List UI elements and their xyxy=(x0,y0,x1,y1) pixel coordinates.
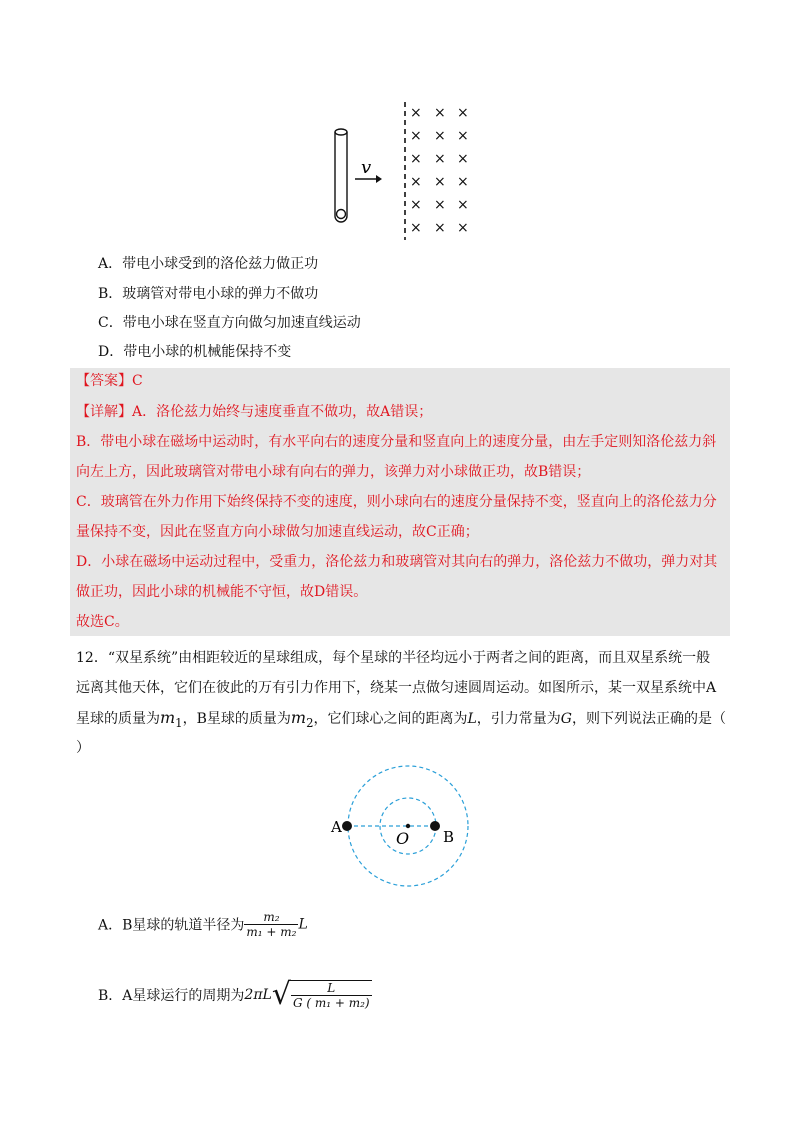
field-cross: × xyxy=(410,151,422,167)
label-a: A xyxy=(331,818,342,836)
detail-line-d1: D．小球在磁场中运动过程中，受重力，洛伦兹力和玻璃管对其向右的弹力，洛伦兹力不做功，弹力对其 xyxy=(76,554,718,570)
glass-tube xyxy=(335,129,347,222)
field-cross: × xyxy=(434,151,446,167)
field-cross: × xyxy=(410,105,422,121)
detail-line-d2: 做正功，因此小球的机械能不守恒，故D错误。 xyxy=(76,584,368,600)
q12-option-b: B．A星球运行的周期为2πL√ $\frac{L}{\text{G ( m₁ + m₂)}}$ xyxy=(98,977,370,1012)
answer-tag: 【答案】C xyxy=(76,373,143,389)
label-b: B xyxy=(443,828,455,846)
option-a: A．带电小球受到的洛伦兹力做正功 xyxy=(98,256,319,272)
label-o: O xyxy=(396,829,410,848)
star-b xyxy=(430,821,440,831)
detail-line-b1: B．带电小球在磁场中运动时，有水平向右的速度分量和竖直向上的速度分量，由左手定则知洛伦兹力斜 xyxy=(76,434,717,450)
field-cross: × xyxy=(457,220,469,236)
option-b: B．玻璃管对带电小球的弹力不做功 xyxy=(98,286,319,302)
field-cross: × xyxy=(434,220,446,236)
center-o-dot xyxy=(406,824,410,828)
field-cross: × xyxy=(410,128,422,144)
fraction-b: $\frac{L}{\text{G ( m₁ + m₂)}}$ xyxy=(292,981,370,1010)
figure-binary-star xyxy=(325,762,475,892)
q12-line-2: 远离其他天体，它们在彼此的万有引力作用下，绕某一点做匀速圆周运动。如图所示，某一双星系统中A xyxy=(76,680,717,696)
q12-option-a: A．B星球的轨道半径为 $\frac{\text{m₂}}{\text{m₁ + m₂}}$ L xyxy=(98,910,308,939)
figure-tube-magnetic-field xyxy=(320,95,490,245)
field-cross: × xyxy=(434,105,446,121)
detail-final: 故选C。 xyxy=(76,614,129,630)
field-cross: × xyxy=(434,197,446,213)
field-cross: × xyxy=(457,197,469,213)
sqrt-sign: √ xyxy=(271,977,291,1012)
detail-line-c1: C．玻璃管在外力作用下始终保持不变的速度，则小球向右的速度分量保持不变，竖直向上的洛伦兹力分 xyxy=(76,494,717,510)
field-cross: × xyxy=(434,128,446,144)
star-a xyxy=(342,821,352,831)
field-cross: × xyxy=(410,220,422,236)
field-cross: × xyxy=(434,174,446,190)
magnetic-field-crosses xyxy=(410,105,469,236)
option-d: D．带电小球的机械能保持不变 xyxy=(98,344,292,360)
option-c: C．带电小球在竖直方向做匀加速直线运动 xyxy=(98,315,361,331)
fraction-a: $\frac{\text{m₂}}{\text{m₁ + m₂}}$ xyxy=(246,910,297,939)
detail-line-c2: 量保持不变，因此在竖直方向小球做匀加速直线运动，故C正确； xyxy=(76,524,479,540)
field-cross: × xyxy=(457,151,469,167)
q12-line-1: 12．“双星系统”由相距较近的星球组成，每个星球的半径均远小于两者之间的距离，而且双星系统一般 xyxy=(76,650,711,666)
field-cross: × xyxy=(457,105,469,121)
field-cross: × xyxy=(410,197,422,213)
field-cross: × xyxy=(457,174,469,190)
velocity-label: v xyxy=(361,157,372,178)
q12-line-3: 星球的质量为$m_1$，B星球的质量为$m_2$，它们球心之间的距离为L，引力常量为G，则下列说法正确的是（ xyxy=(76,708,726,730)
detail-line-a: 【详解】A．洛伦兹力始终与速度垂直不做功，故A错误； xyxy=(76,404,433,420)
field-cross: × xyxy=(410,174,422,190)
field-cross: × xyxy=(457,128,469,144)
detail-line-b2: 向左上方，因此玻璃管对带电小球有向右的弹力，该弹力对小球做正功，故B错误； xyxy=(76,464,591,480)
q12-line-4: ） xyxy=(76,740,90,756)
